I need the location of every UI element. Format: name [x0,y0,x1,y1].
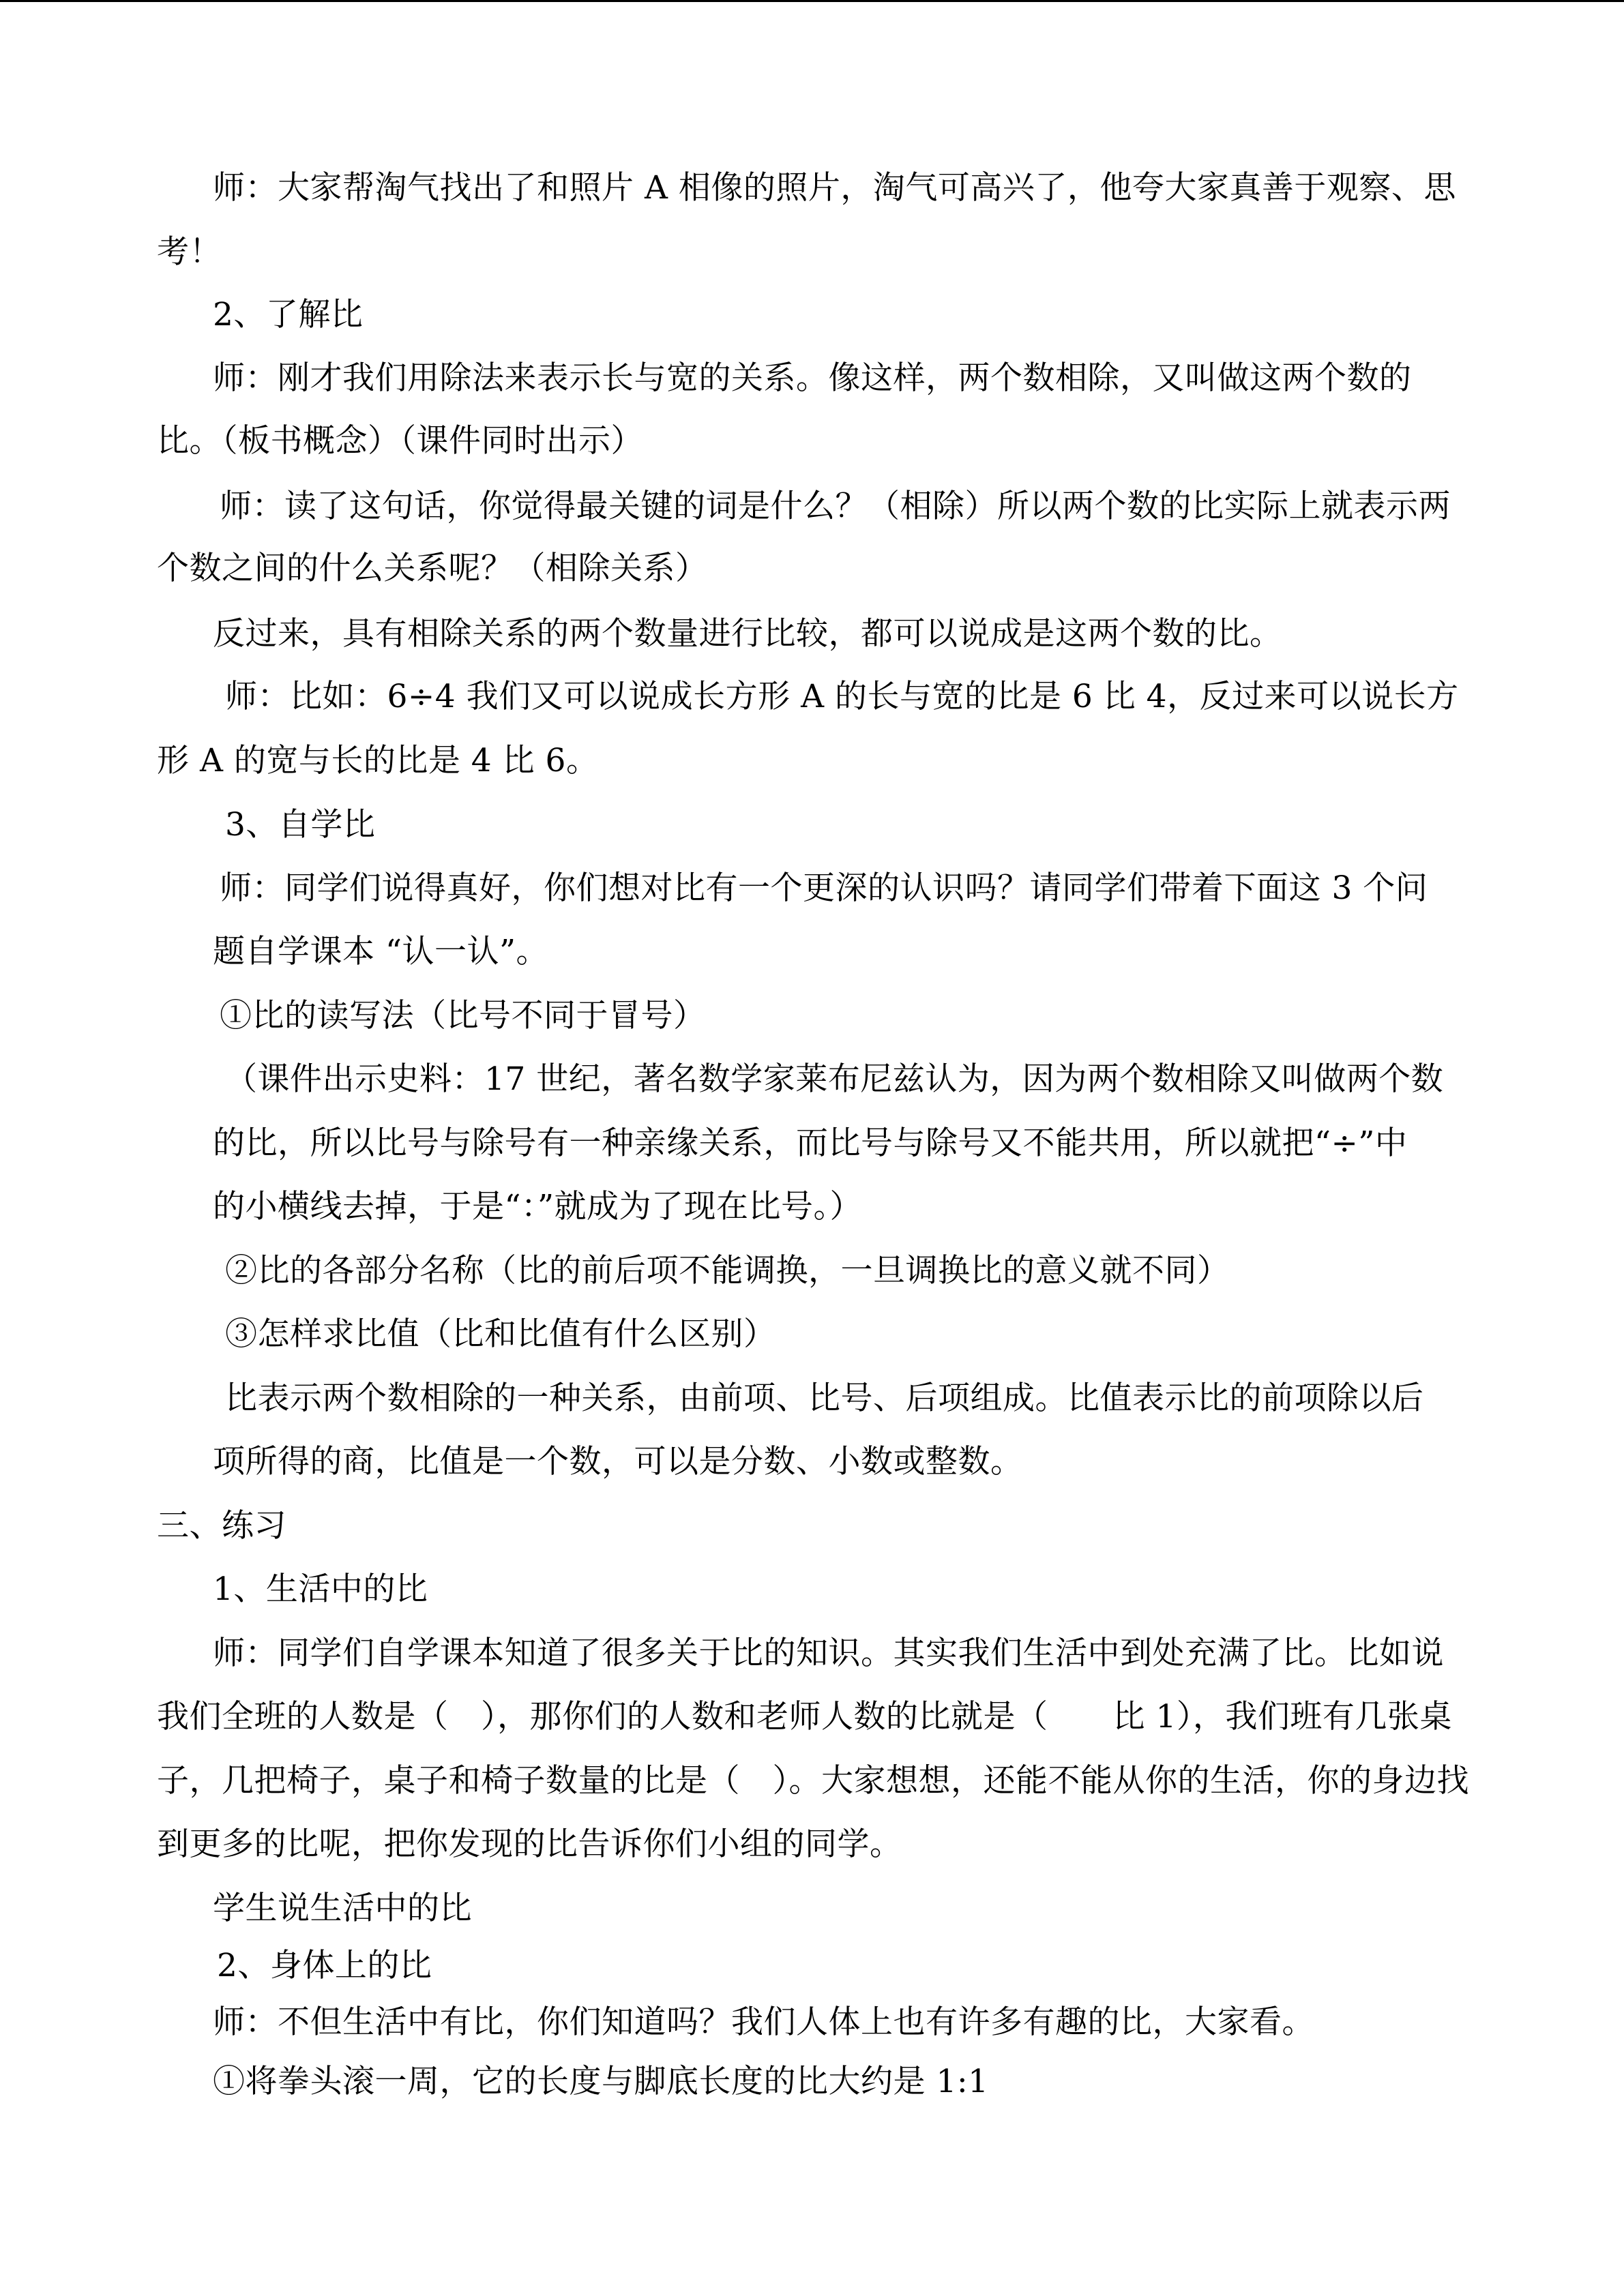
paragraph-line: （课件出示史料：17 世纪，著名数学家莱布尼兹认为，因为两个数相除又叫做两个数 [225,1060,1444,1098]
paragraph-line: 的小横线去掉，于是“：”就成为了现在比号。） [213,1188,863,1225]
paragraph-line: 师：读了这句话，你觉得最关键的词是什么？（相除）所以两个数的比实际上就表示两 [220,488,1451,525]
paragraph-line: 比。（板书概念）（课件同时出示） [157,422,643,460]
paragraph-line: 师：刚才我们用除法来表示长与宽的关系。像这样，两个数相除，又叫做这两个数的 [213,359,1412,397]
paragraph-line: 项所得的商，比值是一个数，可以是分数、小数或整数。 [213,1443,1023,1480]
paragraph-line: 师：比如：6÷4 我们又可以说成长方形 A 的长与宽的比是 6 比 4，反过来可以说长方 [225,678,1459,715]
paragraph-line: 考！ [157,233,222,271]
list-item: ①将拳头滚一周，它的长度与脚底长度的比大约是 1:1 [213,2063,989,2100]
section-heading: 三、练习 [157,1507,286,1545]
paragraph-line: 子，几把椅子，桌子和椅子数量的比是（ ）。大家想想，还能不能从你的生活，你的身边找 [157,1762,1469,1800]
paragraph-line: 师：同学们自学课本知道了很多关于比的知识。其实我们生活中到处充满了比。比如说 [213,1635,1444,1672]
paragraph-line: 个数之间的什么关系呢？（相除关系） [157,550,708,587]
list-item: ②比的各部分名称（比的前后项不能调换，一旦调换比的意义就不同） [225,1252,1230,1289]
paragraph-line: 师：同学们说得真好，你们想对比有一个更深的认识吗？请同学们带着下面这 3 个问 [220,869,1428,907]
list-item: ①比的读写法（比号不同于冒号） [220,997,706,1034]
paragraph-line: 的比，所以比号与除号有一种亲缘关系，而比号与除号又不能共用，所以就把“÷”中 [213,1124,1408,1162]
paragraph-line: 师：不但生活中有比，你们知道吗？我们人体上也有许多有趣的比，大家看。 [213,2003,1314,2041]
list-item: ③怎样求比值（比和比值有什么区别） [225,1315,776,1353]
paragraph-line: 师：大家帮淘气找出了和照片 A 相像的照片，淘气可高兴了，他夸大家真善于观察、思 [213,169,1456,207]
section-heading: 3、自学比 [225,806,376,844]
section-heading: 2、了解比 [213,296,364,333]
paragraph-line: 学生说生活中的比 [213,1890,472,1927]
section-heading: 1、生活中的比 [213,1570,428,1608]
paragraph-line: 到更多的比呢，把你发现的比告诉你们小组的同学。 [157,1825,902,1863]
paragraph-line: 反过来，具有相除关系的两个数量进行比较，都可以说成是这两个数的比。 [213,615,1282,653]
paragraph-line: 形 A 的宽与长的比是 4 比 6。 [157,742,599,779]
paragraph-line: 我们全班的人数是（ ），那你们的人数和老师人数的比就是（ 比 1），我们班有几张桌 [157,1698,1452,1735]
section-heading: 2、身体上的比 [217,1947,432,1984]
paragraph-line: 比表示两个数相除的一种关系，由前项、比号、后项组成。比值表示比的前项除以后 [225,1380,1424,1417]
paragraph-line: 题自学课本 “认一认”。 [213,933,548,970]
